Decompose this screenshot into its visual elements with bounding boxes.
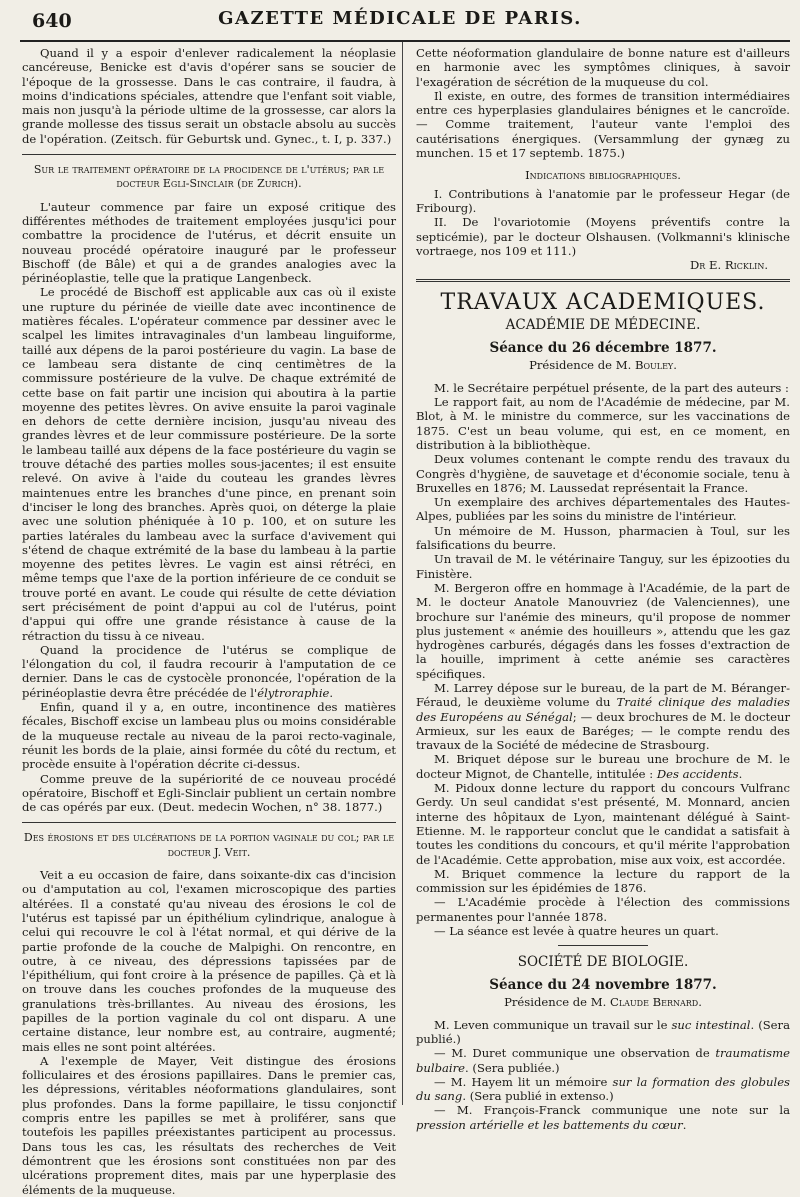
paragraph: M. Briquet dépose sur le bureau une brochure de M. le docteur Mignot, de Chantelle, intitulée : Des accidents. — [416, 752, 790, 781]
paragraph: A l'exemple de Mayer, Veit distingue des érosions folliculaires et des érosions papillaires. Dans le premier cas, les dépressions, véritables néoformations glandulaires, sont plus profondes. Dans la forme papillaire, le tissu conjonctif compris entre les papilles se met à proliférer, sans que toutefois les papilles préexistantes participent au processus. Dans tous les cas, les résultats des recherches de Veit démontrent que les érosions sont constituées non par des ulcérations proprement dites, mais par une hyperplasie des éléments de la muqueuse. — [22, 1053, 396, 1197]
paragraph: M. Larrey dépose sur le bureau, de la part de M. Béranger-Féraud, le deuxième volume du Traité clinique des maladies des Européens au Sénégal; — deux brochures de M. le docteur Armieux, sur les eaux de Baréges; — le compte rendu des travaux de la Société de médecine de Strasbourg. — [416, 680, 790, 753]
section-title: TRAVAUX ACADEMIQUES. — [440, 290, 766, 316]
presidency: Présidence de M. Bouley. — [529, 358, 677, 373]
bibliography-item: I. Contributions à l'anatomie par le professeur Hegar (de Fribourg). — [416, 186, 790, 215]
paragraph: — M. Duret communique une observation de traumatisme bulbaire. (Sera publiée.) — [416, 1046, 790, 1075]
paragraph: Un exemplaire des archives départementales des Hautes-Alpes, publiées par les soins du ministre de l'intérieur. — [416, 495, 790, 524]
bibliography-item: II. De l'ovariotomie (Moyens préventifs contre la septicémie), par le docteur Olshausen. (Volkmanni's klinische vortraege, nos 109 et 111.) — [416, 215, 790, 258]
paragraph: Quand la procidence de l'utérus se complique de l'élongation du col, il faudra recourir à l'amputation de ce dernier. Dans le cas de cystocèle prononcée, l'opération de la périnéoplastie devra être précédée de l'élytroraphie. — [22, 642, 396, 700]
paragraph: — M. François-Franck communique une note sur la pression artérielle et les battements du cœur. — [416, 1103, 790, 1132]
paragraph: M. Leven communique un travail sur le suc intestinal. (Sera publié.) — [416, 1017, 790, 1046]
session-heading: Séance du 24 novembre 1877. — [489, 977, 717, 994]
paragraph: Quand il y a espoir d'enlever radicalement la néoplasie cancéreuse, Benicke est d'avis d'opérer sans se soucier de l'époque de la grossesse. Dans le cas contraire, il faudra, à moins d'indications spéciales, attendre que l'enfant soit viable, mais non jusqu'à la période ultime de la grossesse, car alors la grande mollesse des tissus serait un obstacle absolu au succès de l'opération. (Zeitsch. für Geburtsk und. Gynec., t. I, p. 337.) — [22, 46, 396, 146]
paragraph: L'auteur commence par faire un exposé critique des différentes méthodes de traitement employées jusqu'ici pour combattre la procidence de l'utérus, et décrit ensuite un nouveau procédé opératoire inauguré par le professeur Bischoff (de Bâle) et qui a de grandes analogies avec la périnéoplastie, telle que la pratique Langenbeck. — [22, 199, 396, 286]
signature: Dr E. Ricklin. — [690, 258, 768, 273]
separator — [22, 822, 396, 823]
subsection-title: ACADÉMIE DE MÉDECINE. — [505, 317, 701, 334]
paragraph: M. Bergeron offre en hommage à l'Académie, de la part de M. le docteur Anatole Manouvriez (de Valenciennes), une brochure sur l'anémie des mineurs, qu'il propose de nommer plus justement « anémie des houilleurs », attendu que les gaz hydrogènes carburés, dégagés dans les fosses d'extraction de la houille, impriment à cette anémie ses caractères spécifiques. — [416, 580, 790, 681]
paragraph: Un travail de M. le vétérinaire Tanguy, sur les épizooties du Finistère. — [416, 552, 790, 581]
paragraph: Deux volumes contenant le compte rendu des travaux du Congrès d'hygiène, de sauvetage et d'économie sociale, tenu à Bruxelles en 1876; M. Laussedat représentait la France. — [416, 452, 790, 495]
paragraph: M. Briquet commence la lecture du rapport de la commission sur les épidémies de 1876. — [416, 866, 790, 896]
paragraph: — La séance est levée à quatre heures un quart. — [434, 924, 719, 939]
left-column — [22, 46, 396, 1197]
paragraph: M. le Secrétaire perpétuel présente, de la part des auteurs : — [434, 380, 789, 395]
page-number: 640 — [32, 10, 72, 32]
paragraph: — M. Hayem lit un mémoire sur la formation des globules du sang. (Sera publié in extenso.) — [416, 1074, 791, 1104]
paragraph: Enfin, quand il y a, en outre, incontinence des matières fécales, Bischoff excise un lambeau plus ou moins considérable de la muqueuse rectale au niveau de la paroi recto-vaginale, réunit les bords de la plaie, ainsi formée du côté du rectum, et procède ensuite à l'opération décrite ci-dessus. — [22, 700, 396, 772]
article-title: Sur le traitement opératoire de la procidence de l'utérus; par le docteur Egli-Sinclair (de Zurich). — [33, 163, 385, 191]
paragraph: Le procédé de Bischoff est applicable aux cas où il existe une rupture du périnée de vieille date avec incontinence de matières fécales. L'opérateur commence par dessiner avec le scalpel les limites intravaginales d'un lambeau linguiforme, taillé aux dépens de la paroi postérieure du vagin. La base de ce lambeau sera distante de cinq centimètres de la commissure postérieure de la vulve. De chaque extrémité de cette base on fait partir une incision qui aboutira à la partie moyenne des petites lèvres. On avive ensuite la paroi vaginale en dehors de cette dernière incision, jusqu'au niveau des grandes lèvres et de leur commissure postérieure. De la sorte le lambeau taillé aux dépens de la face postérieure du vagin se trouve détaché des parties molles sous-jacentes; il est ensuite relevé. On avive à l'aide du couteau les grandes lèvres maintenues entre les branches d'une pince, en prenant soin d'inciser le long des branches. Après quoi, on déterge la plaie avec une solution phéniquée à 10 p. 100, et on suture les parties latérales du lambeau avec la surface d'avivement qui s'étend de chaque extrémité de la base du lambeau à la partie moyenne des petites lèvres. Le vagin est ainsi rétréci, en même temps que l'axe de la portion inférieure de ce conduit se trouve porté en avant. Le coude qui résulte de cette déviation sert précisément de point d'appui au col de l'utérus, point d'appui qui offre une grande résistance à cause de la rétraction du tissu à ce niveau. — [22, 285, 396, 643]
paragraph: Il existe, en outre, des formes de transition intermédiaires entre ces hyperplasies glandulaires bénignes et le cancroïde. — Comme traitement, l'auteur vante l'emploi des cautérisations énergiques. (Versammlung der gynæg zu munchen. 15 et 17 septemb. 1875.) — [416, 88, 790, 161]
paragraph: Un mémoire de M. Husson, pharmacien à Toul, sur les falsifications du beurre. — [416, 523, 790, 553]
double-rule — [416, 279, 790, 282]
presidency: Présidence de M. Claude Bernard. — [504, 995, 702, 1010]
page-header — [0, 0, 800, 40]
separator — [22, 154, 396, 155]
paragraph: Comme preuve de la supériorité de ce nouveau procédé opératoire, Bischoff et Egli-Sinclair publient un certain nombre de cas opérés par eux. (Deut. medecin Wochen, n° 38. 1877.) — [22, 771, 396, 815]
paragraph: — L'Académie procède à l'élection des commissions permanentes pour l'année 1878. — [416, 895, 790, 924]
subsection-title: SOCIÉTÉ DE BIOLOGIE. — [517, 954, 689, 971]
article-title: Des érosions et des ulcérations de la portion vaginale du col; par le docteur J. Veit. — [23, 831, 395, 859]
journal-title: GAZETTE MÉDICALE DE PARIS. — [218, 8, 582, 29]
header-rule — [20, 40, 790, 42]
paragraph: Cette néoformation glandulaire de bonne nature est d'ailleurs en harmonie avec les symptômes cliniques, à savoir l'exagération de sécrétion de la muqueuse du col. — [416, 46, 790, 89]
right-column — [416, 46, 790, 1132]
paragraph: M. Pidoux donne lecture du rapport du concours Vulfranc Gerdy. Un seul candidat s'est présenté, M. Monnard, ancien interne des hôpitaux de Lyon, maintenant délégué à Saint-Etienne. M. le rapporteur conclut que le candidat a satisfait à toutes les conditions du concours, et qu'il mérite l'approbation de l'Académie. Cette approbation, mise aux voix, est accordée. — [416, 781, 790, 867]
short-rule — [558, 945, 648, 946]
section-heading: Indications bibliographiques. — [525, 168, 681, 183]
paragraph: Le rapport fait, au nom de l'Académie de médecine, par M. Blot, à M. le ministre du commerce, sur les vaccinations de 1875. C'est un beau volume, qui est, en ce moment, en distribution à la bibliothèque. — [416, 395, 790, 452]
column-divider — [402, 42, 403, 1105]
paragraph: Veit a eu occasion de faire, dans soixante-dix cas d'incision ou d'amputation au col, l'examen microscopique des parties altérées. Il a constaté qu'au niveau des érosions le col de l'utérus est tapissé par un épithélium cylindrique, analogue à celui qui recouvre le col à l'état normal, et qui dérive de la partie profonde de la couche de Malpighi. On rencontre, en outre, à ce niveau, des dépressions tapissées par de l'épithélium, qui font croire à la présence de papilles. Çà et là on trouve dans les couches profondes de la muqueuse des granulations très-brillantes. Au niveau des érosions, les papilles de la portion vaginale du col ont disparu. A une certaine distance, leur nombre est, au contraire, augmenté; mais elles ne sont point altérées. — [22, 868, 396, 1054]
session-heading: Séance du 26 décembre 1877. — [489, 340, 717, 357]
